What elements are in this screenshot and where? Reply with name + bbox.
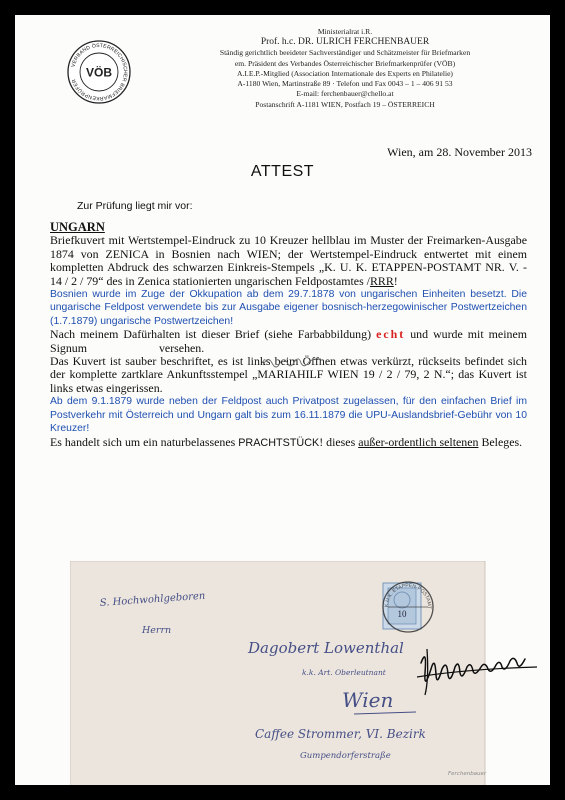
conclusion-text-a: Es handelt sich um ein naturbelassenes — [50, 434, 236, 449]
address-city: Wien — [342, 688, 394, 712]
genuine-verdict: echt — [376, 327, 406, 342]
rarity-emphasis: außer-ordentlich seltenen — [358, 434, 479, 449]
letterhead-line: Ständig gerichtlich beeideter Sachverständiger und Schätzmeister für Briefmarken — [219, 48, 471, 58]
issue-date: Wien, am 28. November 2013 — [387, 145, 532, 159]
address-rank: k.k. Art. Oberleutnant — [302, 668, 386, 677]
description-end: ! — [393, 273, 398, 288]
condition-paragraph: Das Kuvert ist sauber beschriftet, es ist links beim Öffnen etwas verkürzt, rückseits befindet sich der komplette zartklare Ankunftsstempel „MARIAHILF WIEN 19 / 2 / 79, 2 N.“; das Kuvert ist links etwas eingerissen. — [50, 354, 527, 395]
stamp-value: 10 — [397, 609, 407, 619]
postal-rate-note: Ab dem 9.1.1879 wurde neben der Feldpost auch Privatpost zugelassen, für den einfachen Brief im Postverkehr mit Österreich und Ungarn galt bis zum 16.11.1879 die UPU-Auslandsbrief-Gebühr von 10 Kreuzer! — [50, 396, 527, 435]
letterhead — [145, 27, 545, 110]
signum-scribble — [261, 351, 323, 373]
voeb-seal-logo — [67, 40, 131, 104]
rarity-mark: RRR — [369, 273, 394, 288]
document-title: ATTEST — [250, 163, 315, 180]
expert-signature — [413, 641, 543, 701]
description-text: Briefkuvert mit Wertstempel-Eindruck zu 10 Kreuzer hellblau im Muster der Freimarken-Ausgabe 1874 von ZENICA in Bosnien nach WIEN; der Wertstempel-Eindruck entwertet mit einem kompletten Abdruck des schwarzen Einkreis-Stempels „K. U. K. ETAPPEN-POSTAMT NR. V. - 14 / 2 / 79“ des in Zenica stationierten ungarischen Feldpostamtes / — [50, 233, 527, 288]
quality-grade: PRACHTSTÜCK — [238, 436, 320, 449]
letterhead-postal: Postanschrift A-1181 WIEN, Postfach 19 – ÖSTERREICH — [255, 99, 435, 109]
conclusion-text-c: Beleges. — [481, 434, 523, 449]
address-salutation: S. Hochwohlgeboren — [99, 590, 206, 609]
country-heading: UNGARN — [50, 220, 105, 234]
seal-ring-text: VERBAND ÖSTERREICHISCHER BRIEFMARKENPRÜFER — [70, 42, 129, 102]
opinion-text-c: versehen. — [158, 340, 205, 355]
letterhead-address: A-1180 Wien, Martinstraße 89 · Telefon und Fax 0043 – 1 – 406 91 53 — [237, 79, 453, 89]
conclusion-text-b: ! dieses — [319, 434, 356, 449]
letterhead-name: Prof. h.c. DR. ULRICH FERCHENBAUER — [260, 37, 430, 48]
historical-note: Bosnien wurde im Zuge der Okkupation ab dem 29.7.1878 von ungarischen Einheiten besetzt. Die ungarische Feldpost verwendete bis zur Ausgabe eigener bosnisch-herzegowinischer Postwertzeichen (1.7.1879) ungarische Postwertzeichen! — [50, 289, 527, 327]
seal-monogram: VÖB — [85, 65, 113, 80]
conclusion-paragraph — [50, 436, 527, 450]
description-paragraph — [50, 234, 527, 288]
opinion-text-a: Nach meinem Dafürhalten ist dieser Brief (siehe Farbabbildung) — [50, 327, 372, 342]
intro-text: Zur Prüfung liegt mir vor: — [77, 200, 193, 212]
letterhead-line: em. Präsident des Verbandes Österreichischer Briefmarkenprüfer (VÖB) — [234, 58, 456, 68]
address-street-2: Gumpendorferstraße — [300, 751, 391, 761]
postmark-text: K.U.K. ETAPPEN-POSTAMT — [383, 582, 433, 610]
letterhead-email: E-mail: ferchenbauer@chello.at — [296, 89, 394, 99]
address-recipient: Dagobert Lowenthal — [248, 639, 404, 657]
opinion-text-b: und wurde mit meinem Signum — [50, 327, 527, 355]
pencil-signature: Ferchenbauer — [448, 771, 487, 777]
address-street: Caffee Strommer, VI. Bezirk — [255, 727, 426, 741]
certificate-sheet — [15, 15, 550, 785]
letterhead-title: Ministerialrat i.R. — [317, 27, 373, 36]
address-herrn: Herrn — [142, 625, 172, 636]
attest-body — [50, 220, 527, 450]
letterhead-line: A.I.E.P.-Mitglied (Association Internationale des Experts en Philatelie) — [237, 68, 453, 78]
